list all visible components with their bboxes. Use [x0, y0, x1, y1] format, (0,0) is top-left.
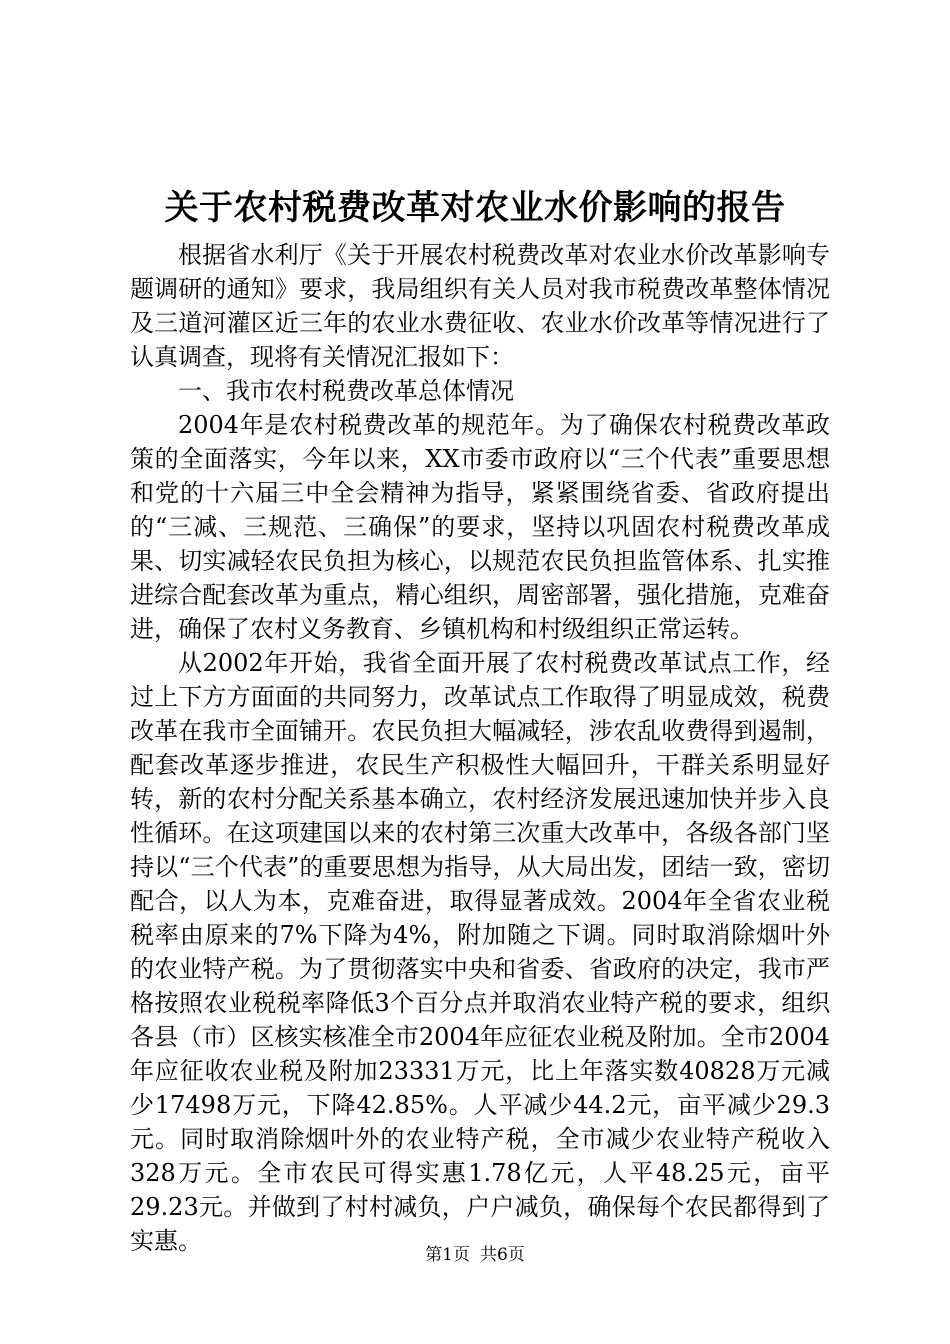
paragraph-reform-results: 从2002年开始，我省全面开展了农村税费改革试点工作，经过上下方方面面的共同努力，改革试点工作取得了明显成效，税费改革在我市全面铺开。农民负担大幅减轻，涉农乱收费得到遏制，配套改革逐步推进，农民生产积极性大幅回升，干群关系明显好转，新的农村分配关系基本确立，农村经济发展迅速加快并步入良性循环。在这项建国以来的农村第三次重大改革中，各级各部门坚持以“三个代表”的重要思想为指导，从大局出发，团结一致，密切配合，以人为本，克难奋进，取得显著成效。2004年全省农业税税率由原来的7%下降为4%，附加随之下调。同时取消除烟叶外的农业特产税。为了贯彻落实中央和省委、省政府的决定，我市严格按照农业税税率降低3个百分点并取消农业特产税的要求，组织各县（市）区核实核准全市2004年应征农业税及附加。全市2004年应征收农业税及附加23331万元，比上年落实数40828万元减少17498万元，下降42.85%。人平减少44.2元，亩平减少29.3元。同时取消除烟叶外的农业特产税，全市减少农业特产税收入328万元。全市农民可得实惠1.78亿元，人平48.25元，亩平29.23元。并做到了村村减负，户户减负，确保每个农民都得到了实惠。 — [130, 649, 830, 1255]
section-heading: 一、我市农村税费改革总体情况 — [178, 377, 514, 405]
page-total: 共6页 — [480, 1245, 525, 1265]
paragraph-2004-overview: 2004年是农村税费改革的规范年。为了确保农村税费改革政策的全面落实，今年以来，XX市委市政府以“三个代表”重要思想和党的十六届三中全会精神为指导，紧紧围绕省委、省政府提出的“三减、三规范、三确保”的要求，坚持以巩固农村税费改革成果、切实减轻农民负担为核心，以规范农民负担监管体系、扎实推进综合配套改革为重点，精心组织，周密部署，强化措施，克难奋进，确保了农村义务教育、乡镇机构和村级组织正常运转。 — [130, 411, 830, 643]
page-number: 第1页 — [425, 1245, 470, 1265]
page-footer — [0, 1243, 950, 1267]
document-title: 关于农村税费改革对农业水价影响的报告 — [164, 188, 786, 228]
paragraph-intro: 根据省水利厅《关于开展农村税费改革对农业水价改革影响专题调研的通知》要求，我局组织有关人员对我市税费改革整体情况及三道河灌区近三年的农业水费征收、农业水价改革等情况进行了认真调查，现将有关情况汇报如下： — [130, 241, 830, 371]
document-body — [130, 238, 830, 1258]
